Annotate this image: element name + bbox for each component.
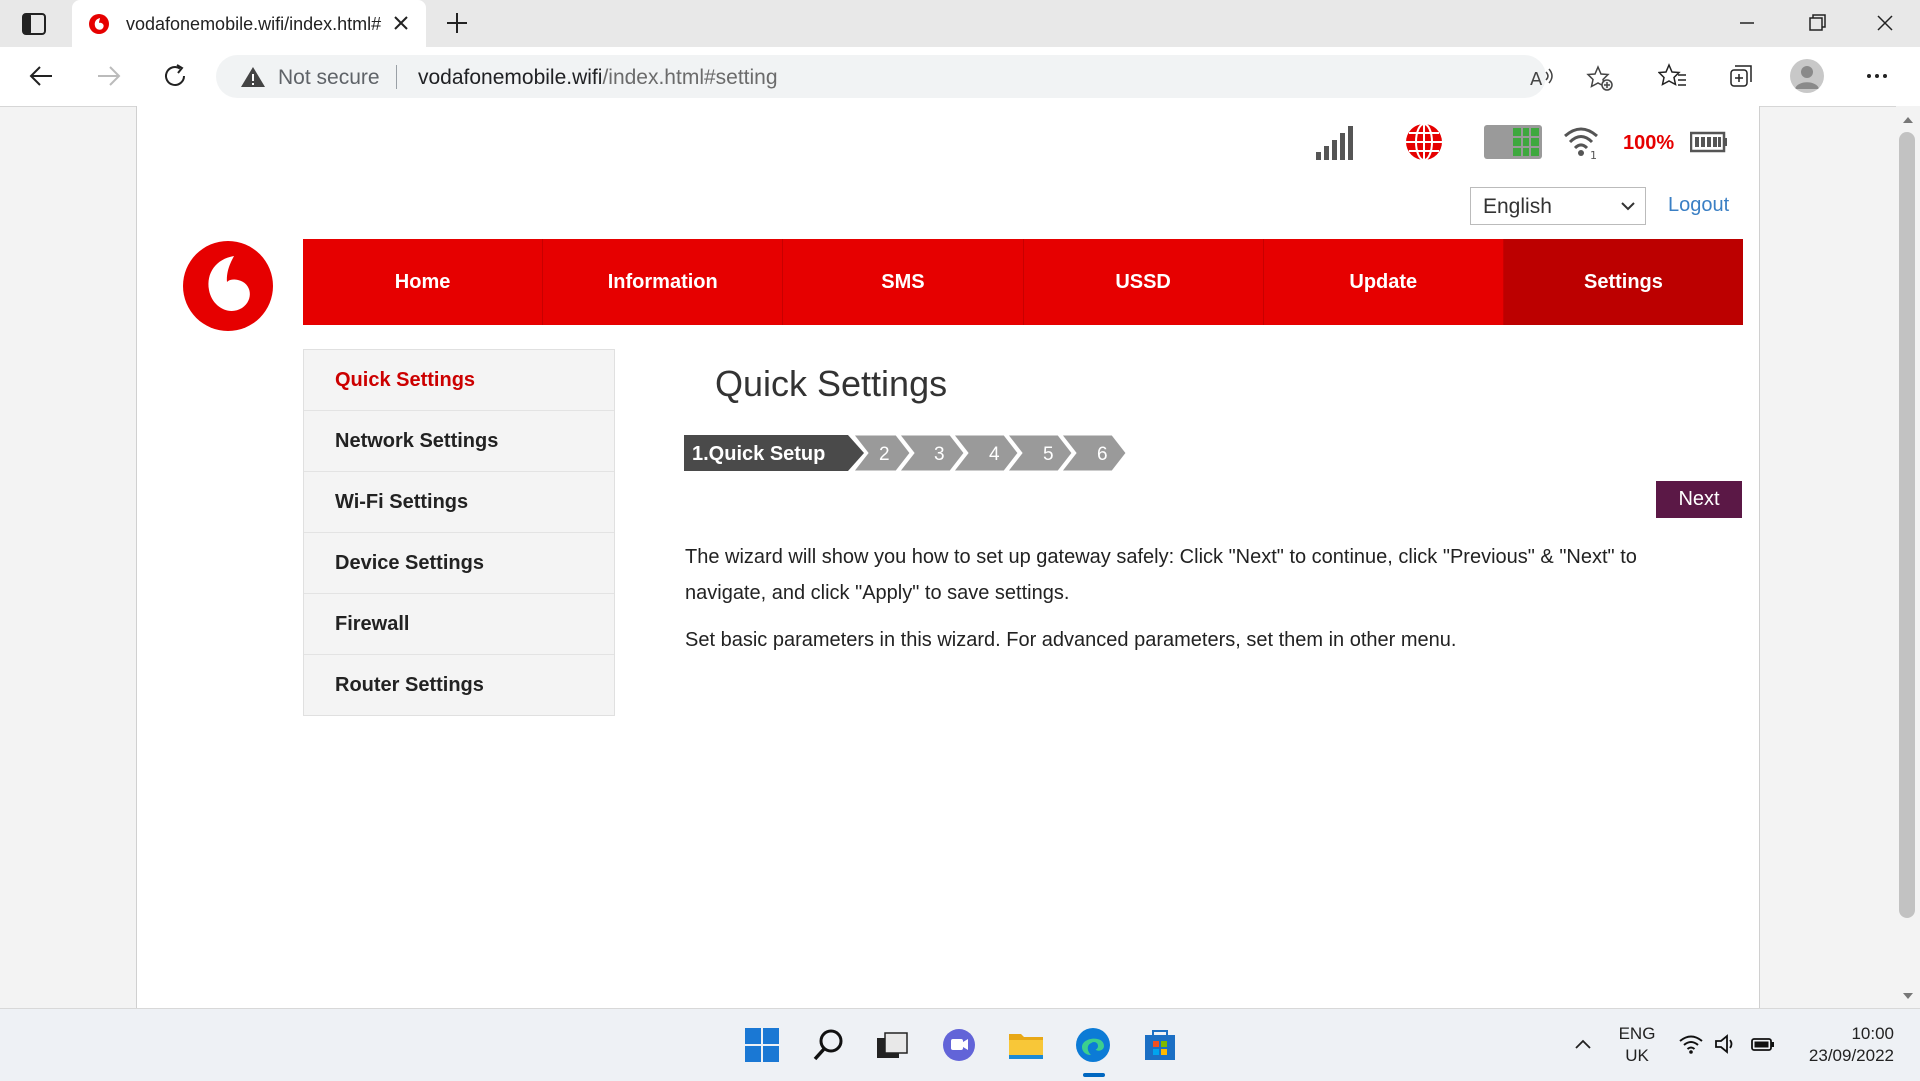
chevron-down-icon [1621, 201, 1635, 211]
tab-actions-icon[interactable] [20, 12, 48, 36]
active-app-indicator [1083, 1073, 1105, 1077]
address-bar[interactable] [216, 55, 1546, 98]
battery-tray-icon[interactable] [1750, 1031, 1776, 1057]
forward-icon[interactable] [94, 61, 124, 91]
browser-tab-bar [0, 0, 1920, 47]
svg-text:A: A [1530, 69, 1543, 90]
nav-settings[interactable]: Settings [1504, 239, 1743, 325]
lang-line-2: UK [1625, 1046, 1649, 1065]
store-icon[interactable] [1140, 1025, 1180, 1065]
system-clock[interactable] [1796, 1023, 1894, 1067]
profile-icon [1790, 59, 1824, 93]
profile-avatar[interactable] [1790, 59, 1824, 93]
url-host: vodafonemobile.wifi [418, 66, 603, 89]
signal-strength-icon [1314, 122, 1360, 162]
restore-icon[interactable] [1804, 10, 1830, 36]
page-title: Quick Settings [715, 363, 948, 404]
lang-line-1: ENG [1618, 1024, 1656, 1043]
wizard-step-1-label: 1.Quick Setup [692, 443, 826, 465]
nav-update[interactable]: Update [1264, 239, 1504, 325]
battery-icon [1690, 122, 1728, 162]
browser-tab[interactable] [72, 0, 426, 47]
start-icon[interactable] [742, 1025, 782, 1065]
warning-icon[interactable] [240, 65, 266, 89]
sidebar-item-device-settings[interactable]: Device Settings [304, 533, 614, 594]
new-tab-icon[interactable] [444, 10, 470, 36]
scroll-down-icon[interactable] [1901, 990, 1915, 1002]
windows-taskbar [0, 1008, 1920, 1081]
nav-information[interactable]: Information [543, 239, 783, 325]
minimize-icon[interactable] [1734, 10, 1760, 36]
collections-icon[interactable] [1726, 61, 1756, 91]
volume-icon[interactable] [1713, 1031, 1739, 1057]
not-secure-label[interactable]: Not secure [278, 66, 380, 89]
wizard-step-2-label: 2 [879, 444, 890, 465]
vodafone-logo[interactable] [182, 240, 274, 332]
url-path: /index.html#setting [602, 66, 778, 89]
nav-sms[interactable]: SMS [783, 239, 1023, 325]
wizard-step-5-label: 5 [1043, 444, 1054, 465]
wizard-step-3-label: 3 [934, 444, 945, 465]
battery-percentage: 100% [1623, 132, 1675, 154]
close-window-icon[interactable] [1872, 10, 1898, 36]
clock-date: 23/09/2022 [1808, 1046, 1894, 1065]
scroll-up-icon[interactable] [1901, 114, 1915, 126]
wizard-step-4-label: 4 [989, 444, 1000, 465]
wizard-hint: Set basic parameters in this wizard. For advanced parameters, set them in other menu. [685, 629, 1457, 651]
favorites-icon[interactable] [1658, 61, 1688, 91]
wifi-clients-icon [1561, 122, 1601, 162]
internet-globe-icon [1403, 122, 1445, 162]
wifi-icon[interactable] [1678, 1031, 1704, 1057]
nav-home[interactable]: Home [303, 239, 543, 325]
address-toolbar [0, 47, 1920, 107]
vodafone-favicon-icon [88, 13, 110, 35]
edge-browser-icon[interactable] [1073, 1025, 1113, 1065]
settings-side-menu [303, 349, 615, 716]
wizard-step-6-label: 6 [1097, 444, 1108, 465]
clock-time: 10:00 [1851, 1024, 1894, 1043]
sidebar-item-network-settings[interactable]: Network Settings [304, 411, 614, 472]
tab-title: vodafonemobile.wifi/index.html# [126, 14, 382, 34]
logout-link[interactable]: Logout [1668, 194, 1730, 216]
svg-text:1: 1 [1590, 149, 1597, 162]
file-explorer-icon[interactable] [1006, 1025, 1046, 1065]
teams-chat-icon[interactable] [939, 1025, 979, 1065]
wizard-description: The wizard will show you how to set up gateway safely: Click "Next" to continue, click "Previous" & "Next" to navigate, and click "Apply" to save settings. [685, 546, 1637, 604]
sidebar-item-router-settings[interactable]: Router Settings [335, 673, 484, 696]
refresh-icon[interactable] [160, 61, 190, 91]
sidebar-item-firewall[interactable]: Firewall [304, 594, 614, 655]
more-options-icon[interactable] [1862, 61, 1892, 91]
next-button[interactable]: Next [1656, 481, 1742, 518]
input-language-indicator[interactable] [1614, 1023, 1660, 1067]
address-separator [396, 65, 397, 89]
wizard-step-1 [684, 435, 864, 471]
wizard-steps [684, 433, 1144, 473]
sidebar-item-wifi-settings[interactable]: Wi-Fi Settings [304, 472, 614, 533]
language-value: English [1483, 195, 1552, 218]
add-favorite-icon[interactable] [1586, 64, 1614, 92]
close-tab-icon[interactable] [390, 12, 412, 34]
read-aloud-icon[interactable] [1528, 64, 1556, 92]
sidebar-item-quick-settings[interactable]: Quick Settings [304, 350, 614, 411]
nav-ussd[interactable]: USSD [1024, 239, 1264, 325]
scrollbar-thumb[interactable] [1899, 132, 1915, 918]
chevron-up-icon[interactable] [1570, 1031, 1596, 1057]
search-icon[interactable] [809, 1025, 849, 1065]
main-navigation [303, 239, 1743, 325]
sim-card-icon [1483, 122, 1545, 162]
language-select[interactable] [1470, 187, 1646, 225]
task-view-icon[interactable] [872, 1025, 912, 1065]
back-icon[interactable] [26, 61, 56, 91]
url-text[interactable] [418, 66, 778, 90]
router-web-page [136, 106, 1760, 1008]
